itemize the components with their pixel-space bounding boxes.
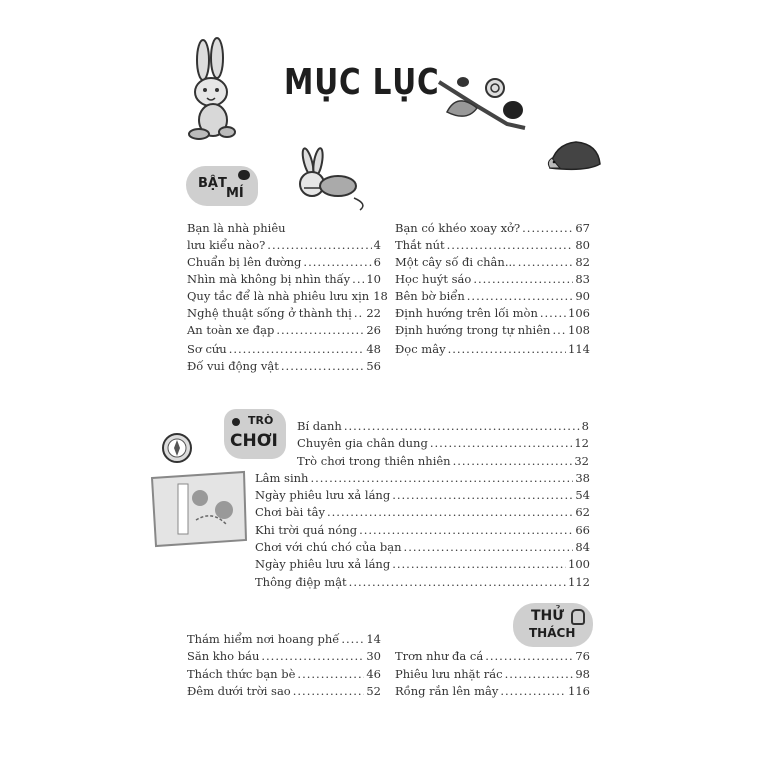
toc-entry-page: 8 — [581, 419, 589, 433]
toc-entry — [255, 488, 590, 502]
toc-leader — [392, 488, 573, 502]
speech-bubble-icon — [238, 170, 250, 180]
toc-entry-page: 98 — [575, 667, 590, 681]
toc-leader — [485, 649, 573, 663]
toc-entry-page: 80 — [575, 238, 590, 252]
toc-entry-title: Bên bờ biển — [395, 289, 465, 303]
toc-entry-page: 84 — [575, 540, 590, 554]
toc-leader — [341, 632, 364, 646]
toc-entry — [187, 359, 381, 373]
hedgehog-illustration — [546, 140, 602, 174]
toc-leader — [267, 238, 371, 252]
toc-leader — [505, 667, 574, 681]
toc-entry-page: 114 — [568, 342, 590, 356]
toc-entry-title: Phiêu lưu nhặt rác — [395, 667, 503, 681]
toc-entry — [187, 289, 388, 303]
toc-entry — [255, 575, 590, 589]
tro-choi-label-2: CHƠI — [230, 431, 278, 451]
toc-leader — [540, 306, 566, 320]
toc-entry-title: Thám hiểm nơi hoang phế — [187, 632, 340, 646]
toc-entry-title: Định hướng trên lối mòn — [395, 306, 538, 320]
toc-leader — [448, 342, 566, 356]
toc-entry-page: 66 — [575, 523, 590, 537]
toc-entry-page: 26 — [366, 323, 381, 337]
toc-entry — [395, 649, 590, 663]
toc-entry-title: Nhìn mà không bị nhìn thấy — [187, 272, 351, 286]
toc-entry-page: 54 — [575, 488, 590, 502]
branch-snail-illustration — [437, 72, 527, 132]
toc-entry-title: lưu kiểu nào? — [187, 238, 266, 252]
toc-entry — [187, 649, 381, 663]
toc-entry-title: Khi trời quá nóng — [255, 523, 358, 537]
toc-leader — [354, 306, 365, 320]
toc-leader — [276, 323, 364, 337]
toc-entry — [297, 454, 589, 468]
bat-mi-badge — [186, 166, 258, 206]
toc-entry — [187, 306, 381, 320]
toc-entry — [395, 238, 590, 252]
toc-entry-page: 82 — [575, 255, 590, 269]
toc-entry-title: Lâm sinh — [255, 471, 309, 485]
toc-entry-title: Bạn là nhà phiêu — [187, 221, 286, 235]
rabbit-running-illustration — [284, 148, 376, 214]
toc-entry — [187, 632, 381, 646]
toc-entry — [187, 684, 381, 698]
toc-entry-page: 10 — [366, 272, 381, 286]
toc-leader — [392, 557, 566, 571]
tro-choi-badge — [224, 409, 286, 459]
toc-entry — [187, 342, 381, 356]
toc-leader — [430, 436, 573, 450]
toc-entry — [395, 684, 590, 698]
toc-entry-title: Săn kho báu — [187, 649, 260, 663]
toc-entry-page: 100 — [568, 557, 590, 571]
rabbit-sitting-illustration — [183, 40, 243, 140]
toc-entry-title: Định hướng trong tự nhiên — [395, 323, 551, 337]
toc-leader — [293, 684, 365, 698]
toc-entry-title: Ngày phiêu lưu xả láng — [255, 488, 391, 502]
toc-entry — [395, 255, 590, 269]
toc-leader — [473, 272, 573, 286]
toc-entry — [395, 342, 590, 356]
toc-entry-page: 83 — [575, 272, 590, 286]
hand-icon — [571, 609, 585, 625]
tro-choi-label-1: TRÒ — [248, 414, 274, 427]
toc-leader — [552, 323, 566, 337]
thu-thach-badge — [513, 603, 593, 647]
toc-entry-title: Quy tắc để là nhà phiêu lưu xịn — [187, 289, 370, 303]
toc-entry — [187, 323, 381, 337]
toc-entry-page: 18 — [373, 289, 388, 303]
toc-entry — [395, 323, 590, 337]
toc-entry-title: Rồng rắn lên mây — [395, 684, 499, 698]
toc-entry — [395, 667, 590, 681]
toc-entry — [187, 272, 381, 286]
toc-entry-page: 90 — [575, 289, 590, 303]
toc-entry — [255, 540, 590, 554]
compass-icon — [161, 432, 193, 464]
toc-leader — [261, 649, 364, 663]
toc-entry — [395, 272, 590, 286]
toc-entry-page: 6 — [373, 255, 381, 269]
toc-entry-page: 32 — [574, 454, 589, 468]
toc-entry-page: 12 — [574, 436, 589, 450]
toc-leader — [404, 540, 574, 554]
toc-entry-title: Nghệ thuật sống ở thành thị — [187, 306, 352, 320]
toc-leader — [229, 342, 365, 356]
toc-entry-page: 38 — [575, 471, 590, 485]
toc-entry-title: Thách thức bạn bè — [187, 667, 296, 681]
toc-entry — [255, 557, 590, 571]
toc-leader — [310, 471, 573, 485]
toc-entry — [395, 306, 590, 320]
toc-entry-title: Chuyên gia chân dung — [297, 436, 428, 450]
toc-entry — [297, 419, 589, 433]
toc-entry — [255, 471, 590, 485]
toc-entry-page: 46 — [366, 667, 381, 681]
toc-entry-page: 67 — [575, 221, 590, 235]
toc-entry — [395, 289, 590, 303]
toc-leader — [281, 359, 364, 373]
toc-entry-page: 56 — [366, 359, 381, 373]
toc-entry — [395, 221, 590, 235]
toc-entry-page: 14 — [366, 632, 381, 646]
toc-entry-title: Trò chơi trong thiên nhiên — [297, 454, 451, 468]
toc-leader — [467, 289, 574, 303]
toc-leader — [359, 523, 573, 537]
toc-entry-title: Đọc mây — [395, 342, 446, 356]
thu-thach-label-1: THỬ — [531, 608, 564, 624]
toc-entry-page: 48 — [366, 342, 381, 356]
page-title: MỤC LỤC — [284, 62, 440, 103]
toc-entry-title: Bí danh — [297, 419, 342, 433]
treasure-map-illustration — [148, 470, 248, 548]
toc-entry-title: Chơi bài tây — [255, 505, 325, 519]
pacman-icon — [232, 418, 240, 426]
toc-entry-title: Đố vui động vật — [187, 359, 279, 373]
toc-entry-title: Chuẩn bị lên đường — [187, 255, 302, 269]
thu-thach-label-2: THÁCH — [529, 626, 576, 640]
toc-leader — [352, 272, 364, 286]
toc-leader — [522, 221, 573, 235]
toc-entry-title: Bạn có khéo xoay xở? — [395, 221, 521, 235]
toc-entry-title: Ngày phiêu lưu xả láng — [255, 557, 391, 571]
toc-leader — [344, 419, 580, 433]
toc-entry-page: 52 — [366, 684, 381, 698]
toc-entry — [255, 505, 590, 519]
toc-entry-title: An toàn xe đạp — [187, 323, 275, 337]
toc-entry — [255, 523, 590, 537]
toc-entry-page: 4 — [373, 238, 381, 252]
toc-entry-title: Học huýt sáo — [395, 272, 472, 286]
toc-entry — [187, 238, 381, 252]
toc-entry — [297, 436, 589, 450]
toc-entry-page: 108 — [568, 323, 590, 337]
toc-entry-page: 30 — [366, 649, 381, 663]
bat-mi-label-1: BẬT — [198, 176, 227, 191]
toc-entry — [187, 221, 381, 235]
toc-leader — [518, 255, 574, 269]
toc-entry — [187, 255, 381, 269]
toc-entry-title: Sơ cứu — [187, 342, 227, 356]
toc-entry-title: Chơi với chú chó của bạn — [255, 540, 402, 554]
toc-leader — [303, 255, 371, 269]
toc-entry-page: 62 — [575, 505, 590, 519]
toc-leader — [349, 575, 566, 589]
toc-entry-title: Trơn như đa cá — [395, 649, 484, 663]
toc-entry-title: Đêm dưới trời sao — [187, 684, 291, 698]
toc-entry-page: 76 — [575, 649, 590, 663]
toc-entry — [187, 667, 381, 681]
toc-leader — [297, 667, 364, 681]
toc-entry-title: Thông điệp mật — [255, 575, 347, 589]
toc-entry-title: Thắt nút — [395, 238, 445, 252]
toc-leader — [447, 238, 574, 252]
toc-entry-page: 106 — [568, 306, 590, 320]
toc-entry-page: 116 — [568, 684, 590, 698]
toc-entry-title: Một cây số đi chân... — [395, 255, 516, 269]
toc-entry-page: 112 — [568, 575, 590, 589]
bat-mi-label-2: MÍ — [226, 186, 244, 201]
toc-leader — [453, 454, 573, 468]
toc-entry-page: 22 — [366, 306, 381, 320]
toc-leader — [327, 505, 573, 519]
toc-leader — [500, 684, 566, 698]
